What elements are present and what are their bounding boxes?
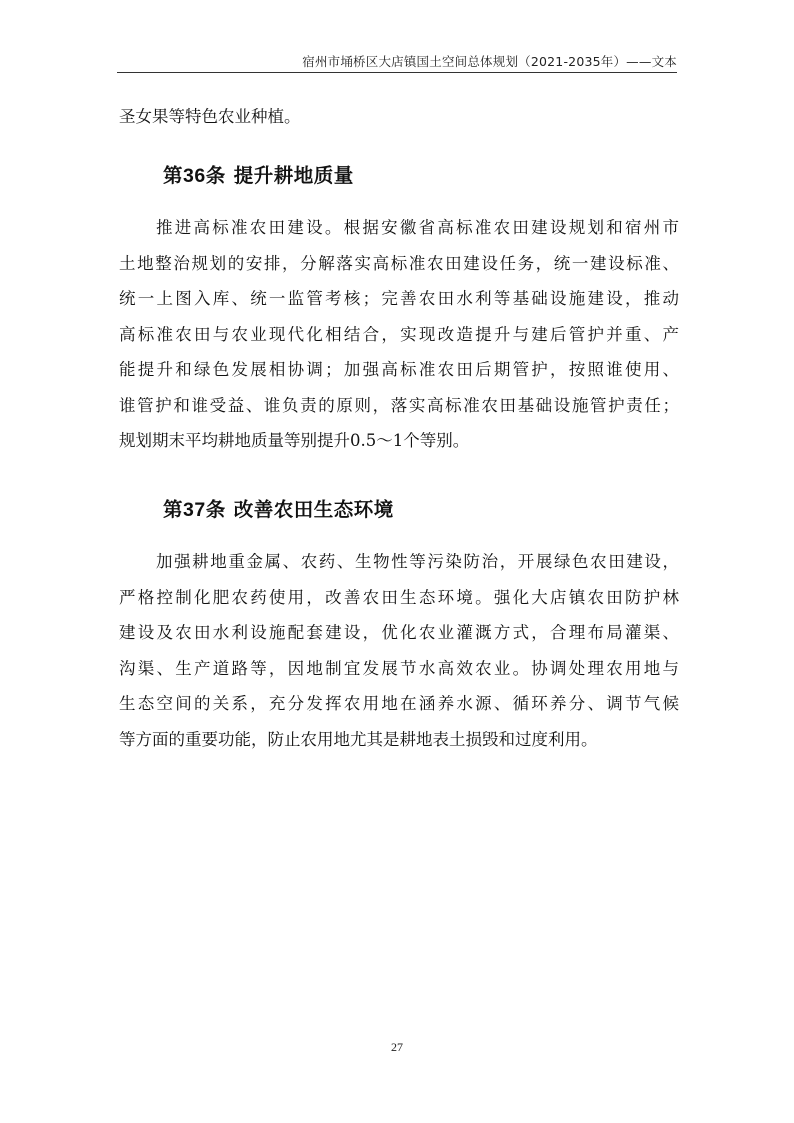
article-number: 第37条 — [163, 499, 226, 521]
paragraph-line: 圣女果等特色农业种植。 — [119, 107, 301, 126]
article-title: 改善农田生态环境 — [233, 498, 394, 521]
paragraph-line: 统一上图入库、统一监管考核；完善农田水利等基础设施建设，推动 — [119, 289, 679, 308]
paragraph-line: 建设及农田水利设施配套建设，优化农业灌溉方式，合理布局灌渠、 — [119, 623, 679, 642]
section-heading-36 — [163, 160, 354, 188]
paragraph-line: 规划期末平均耕地质量等别提升0.5～1个等别。 — [119, 431, 470, 450]
paragraph-line: 沟渠、生产道路等，因地制宜发展节水高效农业。协调处理农用地与 — [119, 658, 679, 678]
paragraph-line: 等方面的重要功能，防止农用地尤其是耕地表土损毁和过度利用。 — [119, 729, 598, 749]
header-rule — [117, 72, 677, 73]
paragraph-line: 严格控制化肥农药使用，改善农田生态环境。强化大店镇农田防护林 — [119, 587, 679, 607]
article-number: 第36条 — [163, 165, 226, 187]
paragraph-line: 土地整治规划的安排，分解落实高标准农田建设任务，统一建设标准、 — [119, 253, 679, 273]
article-title: 提升耕地质量 — [233, 164, 354, 187]
article-36-paragraph — [119, 210, 679, 459]
paragraph-line: 生态空间的关系，充分发挥农用地在涵养水源、循环养分、调节气候 — [119, 694, 679, 713]
page-number: 27 — [391, 1040, 403, 1054]
running-header: 宿州市埇桥区大店镇国土空间总体规划（2021-2035年）——文本 — [302, 54, 677, 69]
article-37-paragraph — [119, 544, 679, 757]
paragraph-line: 能提升和绿色发展相协调；加强高标准农田后期管护，按照谁使用、 — [119, 360, 679, 379]
paragraph-line: 高标准农田与农业现代化相结合，实现改造提升与建后管护并重、产 — [119, 324, 679, 344]
section-heading-37 — [163, 494, 394, 522]
paragraph-line: 谁管护和谁受益、谁负责的原则，落实高标准农田基础设施管护责任； — [119, 395, 679, 415]
paragraph-line: 推进高标准农田建设。根据安徽省高标准农田建设规划和宿州市 — [156, 218, 679, 237]
continuation-paragraph — [119, 99, 679, 135]
paragraph-line: 加强耕地重金属、农药、生物性等污染防治，开展绿色农田建设， — [156, 552, 679, 571]
